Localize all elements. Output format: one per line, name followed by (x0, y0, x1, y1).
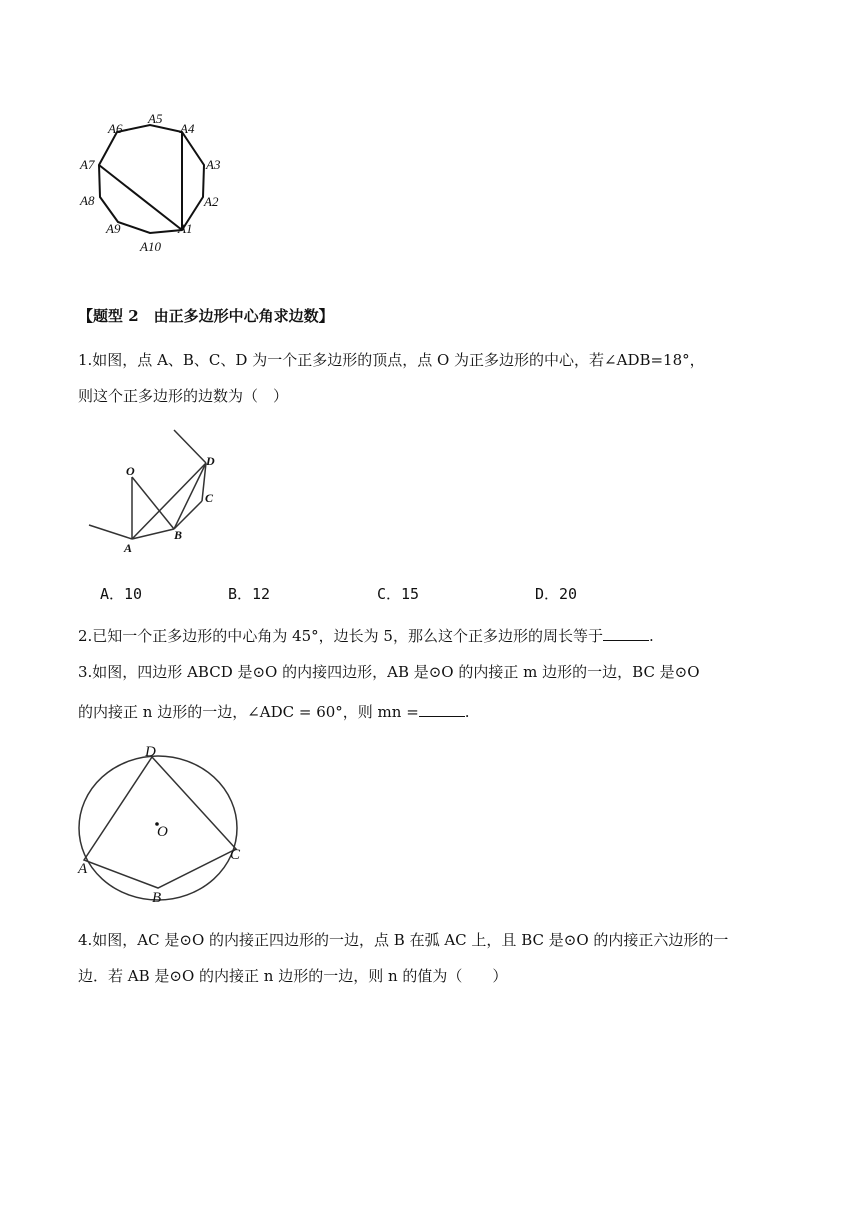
q2-text-body: 2.已知一个正多边形的中心角为 45°，边长为 5，那么这个正多边形的周长等于 (78, 627, 603, 645)
label-a6: A6 (108, 121, 123, 136)
q1-option-c[interactable]: C．15 (377, 585, 420, 603)
q1-figure (84, 425, 234, 560)
label-a4: A4 (180, 121, 195, 136)
q1-label-d: D (206, 454, 215, 468)
label-a5: A5 (148, 111, 163, 126)
q4-line2: 边．若 AB 是⊙O 的内接正 n 边形的一边，则 n 的值为（ ） (78, 967, 508, 985)
q1-label-a: A (124, 541, 133, 555)
label-a2: A2 (204, 194, 219, 209)
q1-line2: 则这个正多边形的边数为（ ） (78, 387, 289, 405)
q3-label-b: B (152, 890, 162, 906)
q4-line1: 4.如图，AC 是⊙O 的内接正四边形的一边，点 B 在弧 AC 上，且 BC 是⊙O 的内接正六边形的一 (78, 931, 729, 949)
q3-line1: 3.如图，四边形 ABCD 是⊙O 的内接四边形，AB 是⊙O 的内接正 m 边形的一边，BC 是⊙O (78, 663, 700, 681)
q2-answer-blank[interactable] (603, 626, 649, 641)
q3-label-d: D (145, 744, 156, 760)
q2-text (78, 626, 654, 646)
decagon-outline (99, 125, 204, 233)
q3-answer-blank[interactable] (419, 702, 465, 717)
q1-line1: 1.如图，点 A、B、C、D 为一个正多边形的顶点，点 O 为正多边形的中心，若∠ADB=18°， (78, 351, 705, 369)
q3-label-a: A (78, 861, 88, 877)
q1-label-b: B (174, 528, 183, 542)
q2-end: . (648, 627, 654, 645)
q3-figure (72, 738, 252, 908)
q3-label-o: O (157, 824, 168, 840)
decagon-figure (70, 105, 240, 265)
label-a3: A3 (206, 157, 221, 172)
q1-label-c: C (205, 491, 214, 505)
q1-option-b[interactable]: B．12 (228, 585, 271, 603)
q1-option-a[interactable]: A．10 (100, 585, 143, 603)
q3-line2-body: 的内接正 n 边形的一边，∠ADC = 60°，则 mn = (78, 703, 419, 721)
label-a10: A10 (140, 239, 161, 254)
label-a7: A7 (80, 157, 95, 172)
q3-label-c: C (230, 847, 241, 863)
label-a8: A8 (80, 193, 95, 208)
label-a1: A1 (178, 221, 193, 236)
q3-end: . (464, 703, 470, 721)
section-heading: 【题型 2 由正多边形中心角求边数】 (78, 307, 334, 325)
q1-label-o: O (126, 464, 135, 478)
label-a9: A9 (106, 221, 121, 236)
q3-line2 (78, 702, 470, 722)
q1-option-d[interactable]: D．20 (535, 585, 578, 603)
